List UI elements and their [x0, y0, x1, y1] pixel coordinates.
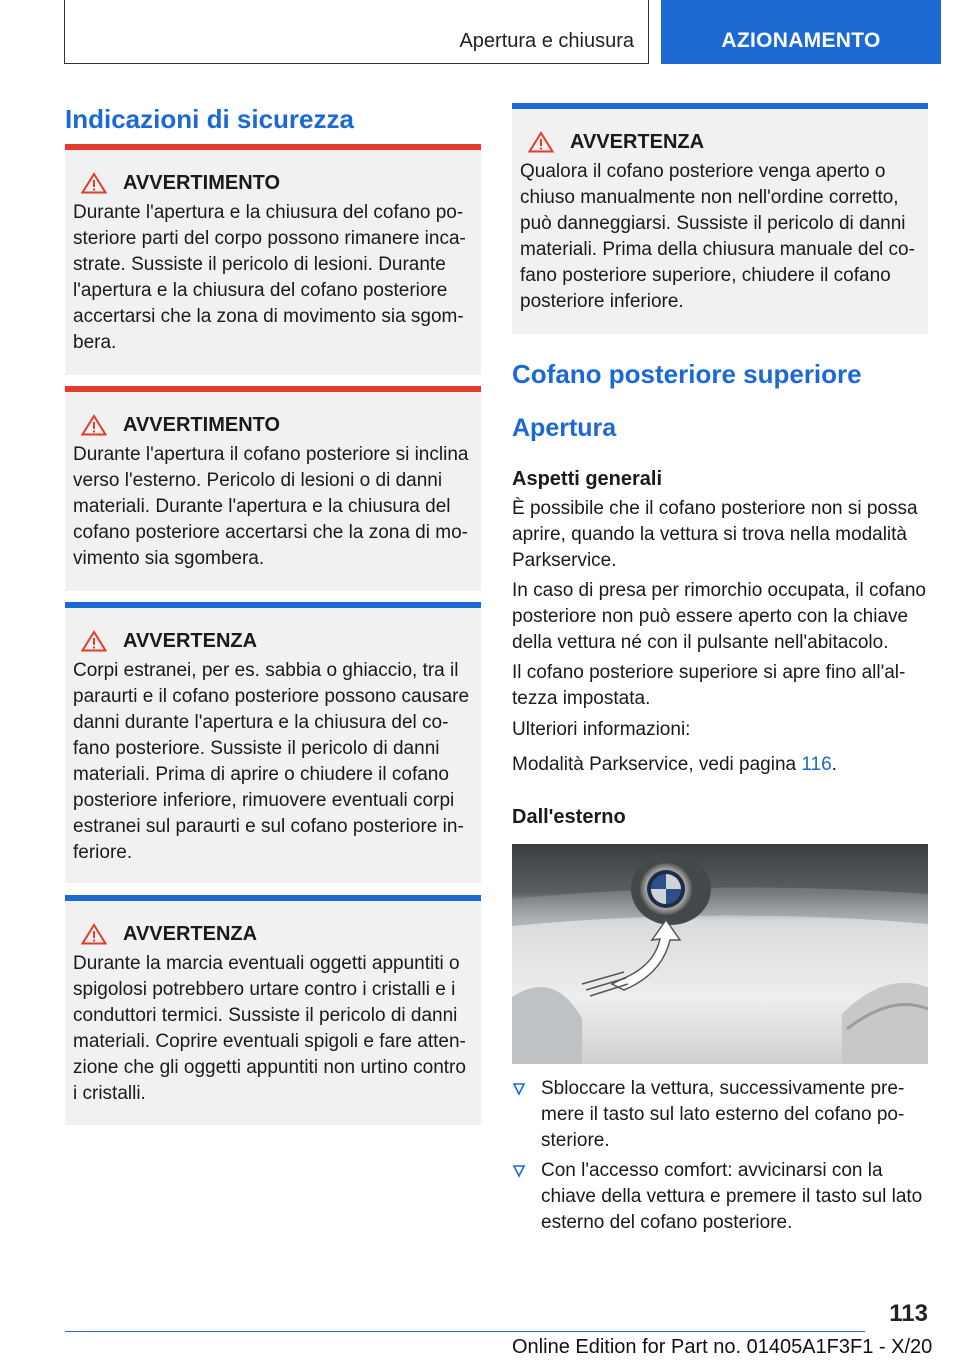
section-title-upper-tailgate: Cofano posteriore superiore — [512, 359, 862, 389]
list-item — [512, 1076, 928, 1154]
notice-box-text: Qualora il cofano posteriore venga aperto o chiuso manualmente non nell'ordine corretto, può danneggiarsi. Sussiste il pericolo di danni materiali. Prima della chiusura manuale del cofano posteriore superiore, chiudere il cofano posteriore inferiore. — [520, 161, 915, 312]
list-item-text: Sbloccare la vettura, successivamente premere il tasto sul lato esterno del cofano posteriore. — [541, 1078, 905, 1151]
warning-box-title: AVVERTIMENTO — [123, 171, 281, 194]
bullet-triangle-icon — [512, 1082, 526, 1096]
page-number: 113 — [889, 1300, 928, 1327]
header-section-title: Apertura e chiusura — [459, 30, 634, 52]
paragraph-cross-reference — [512, 752, 928, 778]
heading-general: Aspetti generali — [512, 468, 663, 490]
warning-triangle-icon — [81, 630, 107, 652]
header-section-tab — [64, 0, 649, 64]
warning-triangle-icon — [528, 131, 554, 153]
cross-reference-period: . — [831, 754, 837, 775]
notice-box — [65, 895, 481, 1125]
bullet-triangle-icon — [512, 1164, 526, 1178]
warning-triangle-icon — [81, 172, 107, 194]
warning-box-text: Durante l'apertura e la chiusura del cofano posteriore parti del corpo possono rimanere incastrate. Sussiste il pericolo di lesioni. Durante l'apertura e la chiusura del cofano posteriore accertarsi che la zona di movimento sia sgombera. — [73, 202, 466, 353]
footer-divider — [65, 1331, 865, 1332]
paragraph: È possibile che il cofano posteriore non si possa aprire, quando la vettura si trova nella modalità Parkservice. — [512, 498, 918, 571]
list-item-text: Con l'accesso comfort: avvicinarsi con la chiave della vettura e premere il tasto sul lato esterno del cofano posteriore. — [541, 1160, 923, 1233]
cross-reference-text: Modalità Parkservice, vedi pagina — [512, 754, 802, 775]
paragraph: In caso di presa per rimorchio occupata, il cofano posteriore non può essere aperto con la chiave della vettura né con il pulsante nell'abitacolo. — [512, 580, 926, 653]
warning-triangle-icon — [81, 414, 107, 436]
notice-box-title: AVVERTENZA — [123, 922, 258, 945]
notice-box-title: AVVERTENZA — [123, 629, 258, 652]
warning-box — [65, 144, 481, 375]
footer-edition-text: Online Edition for Part no. 01405A1F3F1 - X/20 — [512, 1336, 933, 1358]
notice-box-text: Durante la marcia eventuali oggetti appuntiti o spigolosi potrebbero urtare contro i cristalli e i conduttori termici. Sussiste il pericolo di danni materiali. Coprire eventuali spigoli e fare attenzione che gli oggetti appuntiti non urtino contro i cristalli. — [73, 953, 466, 1104]
header-chapter-title: AZIONAMENTO — [721, 29, 881, 52]
paragraph: Il cofano posteriore superiore si apre fino all'altezza impostata. — [512, 662, 906, 709]
warning-box-title: AVVERTIMENTO — [123, 413, 281, 436]
notice-box — [512, 103, 928, 334]
list-item — [512, 1158, 928, 1236]
warning-triangle-icon — [81, 923, 107, 945]
tailgate-button-photo — [512, 844, 928, 1064]
notice-box-title: AVVERTENZA — [570, 130, 705, 153]
header-chapter-tab — [661, 0, 941, 64]
notice-box — [65, 602, 481, 883]
page-link[interactable]: 116 — [801, 754, 832, 775]
section-title-safety: Indicazioni di sicurezza — [65, 104, 354, 134]
heading-from-outside: Dall'esterno — [512, 806, 626, 828]
subsection-title-opening: Apertura — [512, 414, 617, 442]
warning-box-text: Durante l'apertura il cofano posteriore si inclina verso l'esterno. Pericolo di lesioni o di danni materiali. Durante l'apertura e la chiusura del cofano posteriore accertarsi che la zona di movimento sia sgombera. — [73, 444, 469, 569]
notice-box-text: Corpi estranei, per es. sabbia o ghiaccio, tra il paraurti e il cofano posteriore possono causare danni durante l'apertura e la chiusura del cofano posteriore. Sussiste il pericolo di danni materiali. Prima di aprire o chiudere il cofano posteriore inferiore, rimuovere eventuali corpi estranei sul paraurti e sul cofano posteriore inferiore. — [73, 660, 470, 863]
warning-box — [65, 386, 481, 591]
paragraph: Ulteriori informazioni: — [512, 719, 691, 740]
